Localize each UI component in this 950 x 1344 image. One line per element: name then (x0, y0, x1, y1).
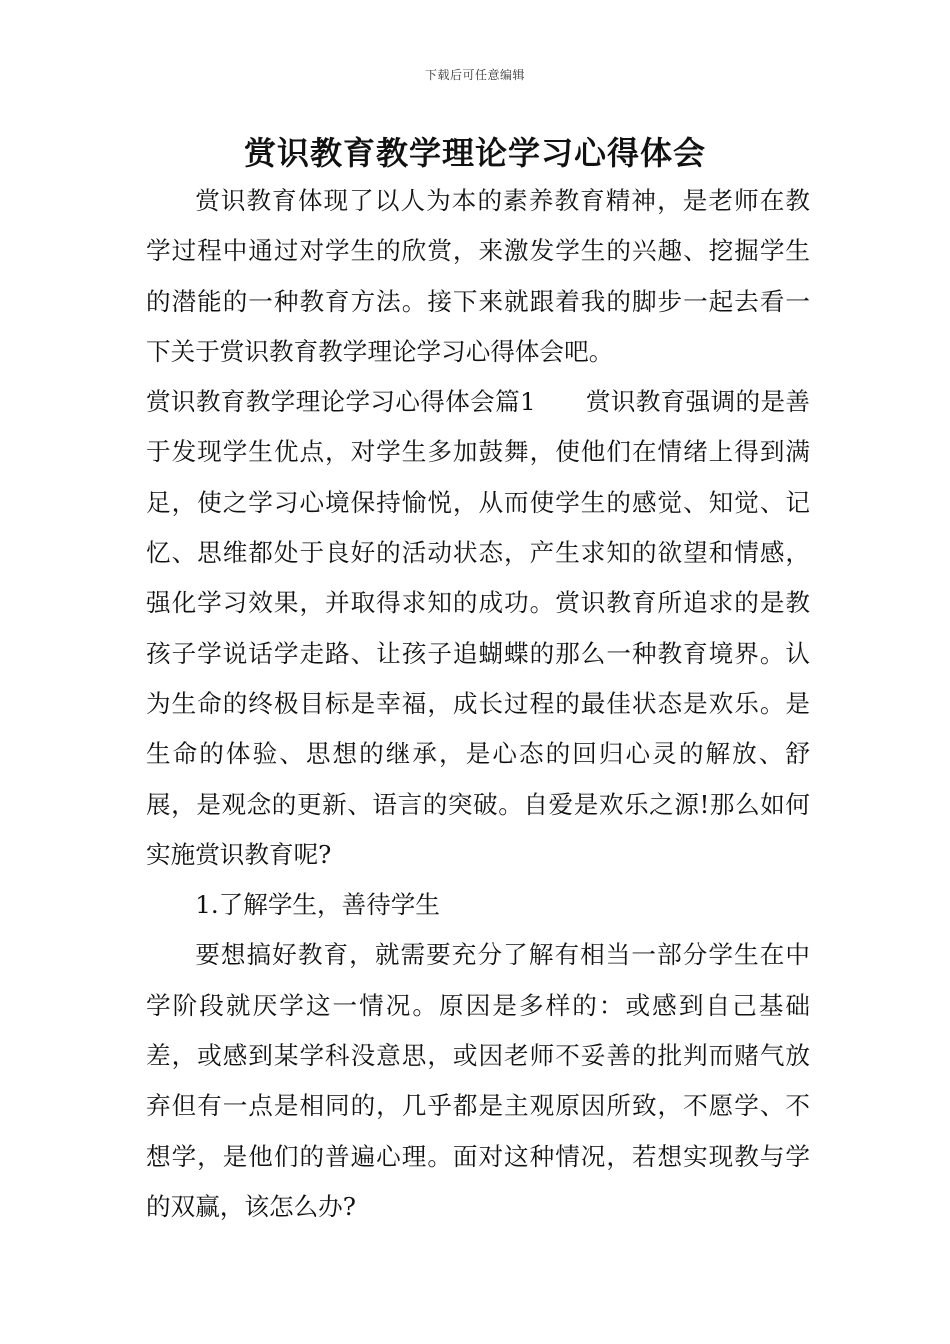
header-note: 下载后可任意编辑 (424, 68, 525, 82)
paragraph-subheading-1: 1.了解学生，善待学生 (195, 890, 440, 920)
paragraph-intro: 赏识教育体现了以人为本的素养教育精神，是老师在教学过程中通过对学生的欣赏，来激发学生的兴趣、挖掘学生的潜能的一种教育方法。接下来就跟着我的脚步一起去看一下关于赏识教育教学理论学习心得体会吧。 (146, 186, 810, 366)
paragraph-section-1: 赏识教育教学理论学习心得体会篇1 赏识教育强调的是善于发现学生优点，对学生多加鼓舞，使他们在情绪上得到满足，使之学习心境保持愉悦，从而使学生的感觉、知觉、记忆、思维都处于良好的活动状态，产生求知的欲望和情感，强化学习效果，并取得求知的成功。赏识教育所追求的是教孩子学说话学走路、让孩子追蝴蝶的那么一种教育境界。认为生命的终极目标是幸福，成长过程的最佳状态是欢乐。是生命的体验、思想的继承，是心态的回归心灵的解放、舒展，是观念的更新、语言的突破。自爱是欢乐之源!那么如何实施赏识教育呢? (146, 387, 810, 869)
document-title: 赏识教育教学理论学习心得体会 (243, 134, 706, 172)
paragraph-body-2: 要想搞好教育，就需要充分了解有相当一部分学生在中学阶段就厌学这一情况。原因是多样的：或感到自己基础差，或感到某学科没意思，或因老师不妥善的批判而赌气放弃但有一点是相同的，几乎都是主观原因所致，不愿学、不想学，是他们的普遍心理。面对这种情况，若想实现教与学的双赢，该怎么办? (146, 940, 810, 1221)
document-body (146, 176, 810, 1232)
